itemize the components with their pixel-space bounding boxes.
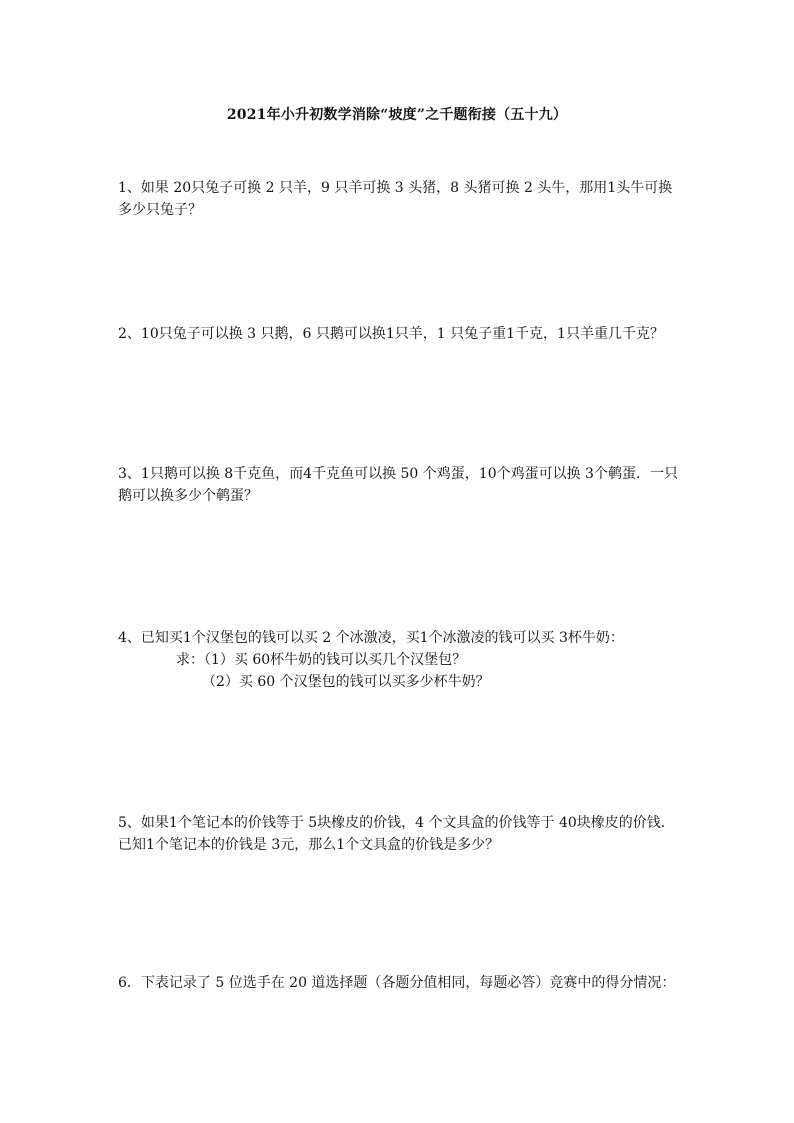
question-6-text: 6．下表记录了 5 位选手在 20 道选择题（各题分值相同，每题必答）竞赛中的得分情况： — [118, 975, 676, 991]
question-5 — [118, 812, 683, 856]
question-2-text: 2、10只兔子可以换 3 只鹅，6 只鹅可以换1只羊，1 只兔子重1千克，1只羊重几千克？ — [118, 326, 664, 342]
document-title: 2021年小升初数学消除“坡度”之千题衔接（五十九） — [226, 107, 568, 123]
question-4-subquestion-2: （2）买 60 个汉堡包的钱可以买多少杯牛奶？ — [202, 674, 490, 690]
question-1 — [118, 177, 683, 221]
question-1-text: 1、如果 20只兔子可换 2 只羊，9 只羊可换 3 头猪，8 头猪可换 2 头牛，那用1头牛可换多少只兔子？ — [118, 180, 673, 218]
question-6 — [118, 972, 683, 994]
question-3 — [118, 463, 683, 507]
question-2 — [118, 323, 683, 345]
question-4-subquestion-1: 求：（1）买 60杯牛奶的钱可以买几个汉堡包？ — [176, 652, 467, 668]
question-4 — [118, 627, 683, 693]
question-4-text: 4、已知买1个汉堡包的钱可以买 2 个冰激凌，买1个冰激凌的钱可以买 3杯牛奶： — [118, 630, 624, 646]
question-5-text: 5、如果1个笔记本的价钱等于 5块橡皮的价钱，4 个文具盒的价钱等于 40块橡皮的价钱．已知1个笔记本的价钱是 3元，那么1个文具盒的价钱是多少？ — [118, 815, 675, 853]
question-3-text: 3、1只鹅可以换 8千克鱼，而4千克鱼可以换 50 个鸡蛋，10个鸡蛋可以换 3个鹌蛋．一只鹅可以换多少个鹌蛋？ — [118, 466, 678, 504]
